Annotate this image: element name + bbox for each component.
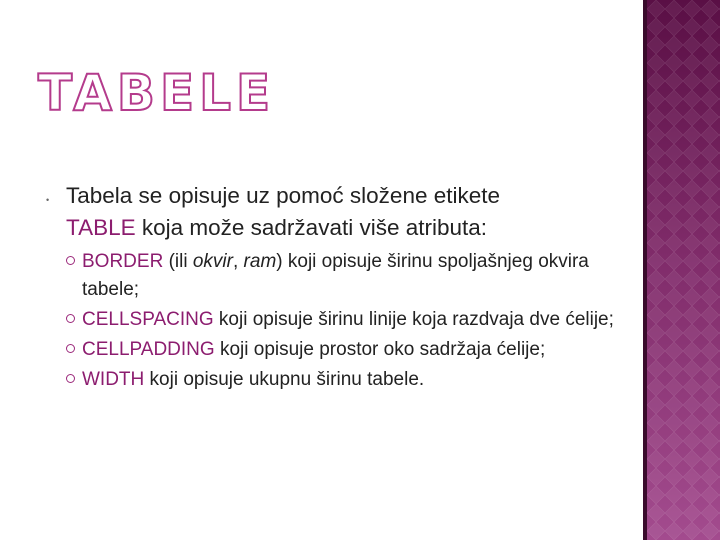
bullet-text-pre: Tabela se opisuje uz pomoć složene etikete	[66, 183, 501, 208]
slide-body	[46, 180, 626, 394]
sub-text: koji opisuje prostor oko sadržaja ćelije;	[214, 339, 546, 360]
slide-title: TABELE	[38, 64, 276, 122]
ring-bullet-icon	[66, 256, 75, 265]
ring-bullet-icon	[66, 374, 75, 383]
keyword-cellspacing: CELLSPACING	[82, 309, 214, 330]
keyword-cellpadding: CELLPADDING	[82, 339, 215, 360]
sub-bullet-item	[66, 248, 626, 304]
decorative-side-band	[643, 0, 720, 540]
sub-text-italic: okvir	[192, 251, 233, 272]
keyword-border: BORDER	[82, 251, 164, 272]
sub-text-italic: ram	[243, 251, 277, 272]
sub-text: ) koji opisuje širinu spoljašnjeg okvira tabele;	[82, 251, 589, 300]
sub-text: koji opisuje širinu linije koja razdvaja dve ćelije;	[213, 309, 614, 330]
small-dot-icon: •	[46, 195, 50, 205]
bullet-text-post: koja može sadržavati više atributa:	[135, 215, 488, 240]
ring-bullet-icon	[66, 314, 75, 323]
sub-text: koji opisuje ukupnu širinu tabele.	[144, 369, 425, 390]
ring-bullet-icon	[66, 344, 75, 353]
sub-text: ,	[232, 251, 244, 272]
sub-bullet-item	[66, 336, 626, 364]
keyword-table: TABLE	[66, 215, 136, 240]
sub-bullet-item	[66, 366, 626, 394]
diamond-pattern	[647, 0, 720, 540]
sub-text: (ili	[163, 251, 193, 272]
keyword-width: WIDTH	[82, 369, 145, 390]
sub-bullet-item	[66, 306, 626, 334]
sub-bullet-list	[46, 248, 626, 394]
bullet-item	[46, 180, 626, 244]
